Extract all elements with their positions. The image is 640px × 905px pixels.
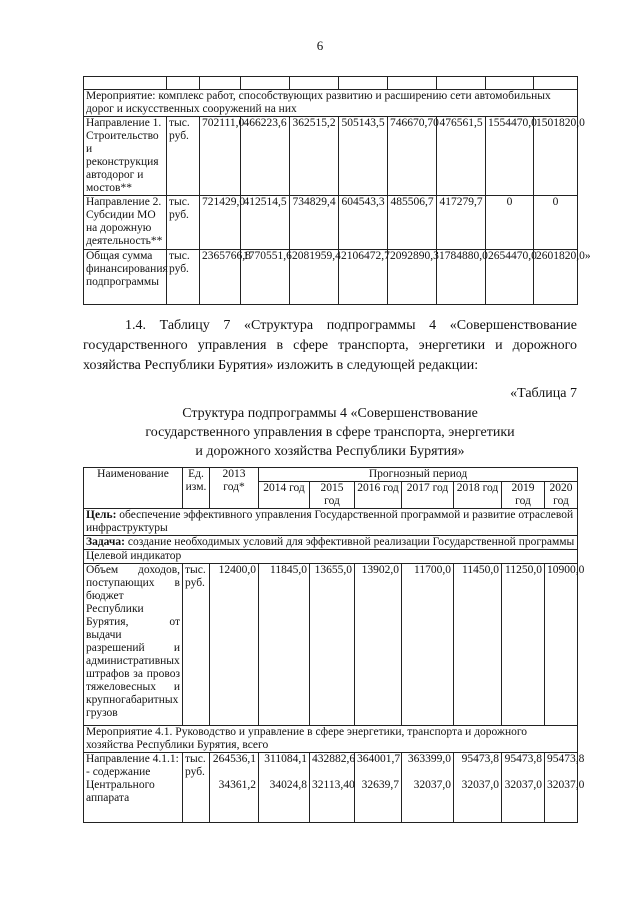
goal-cell bbox=[84, 509, 578, 536]
measure-row bbox=[84, 726, 578, 753]
table-row bbox=[84, 753, 578, 823]
direction-value: 432882,6 bbox=[312, 753, 356, 765]
title-line: государственного управления в сфере транспорта, энергетики bbox=[145, 425, 515, 440]
row-value: 721429,0 bbox=[200, 196, 241, 250]
table-row bbox=[84, 564, 578, 726]
section-row bbox=[84, 90, 578, 117]
row-value: 476561,5 bbox=[437, 117, 486, 196]
direction-value: 32037,0 bbox=[504, 779, 542, 791]
indicator-unit: тыс. руб. bbox=[183, 564, 210, 726]
direction-value: 95473,8 bbox=[504, 753, 542, 765]
row-name: Общая сумма финансирования подпрограммы bbox=[84, 250, 167, 305]
indicator-value: 13655,0 bbox=[310, 564, 355, 726]
row-value: 2365766,8 bbox=[200, 250, 241, 305]
direction-values bbox=[210, 753, 259, 823]
row-value: 2081959,4 bbox=[290, 250, 339, 305]
indicator-header-row bbox=[84, 550, 578, 564]
row-value: 2654470,0 bbox=[486, 250, 534, 305]
indicator-value: 10900,0 bbox=[545, 564, 578, 726]
table-row bbox=[84, 250, 578, 305]
task-label: Задача: bbox=[86, 536, 125, 548]
indicator-name: Объем доходов, поступающих в бюджет Республики Бурятия, от выдачи разрешений и административных штрафов за провоз тяжеловесных и крупногабаритных грузов bbox=[84, 564, 183, 726]
indicator-value: 12400,0 bbox=[210, 564, 259, 726]
row-unit: тыс. руб. bbox=[167, 196, 200, 250]
direction-value: 363399,0 bbox=[407, 753, 451, 765]
row-value: 0 bbox=[534, 196, 578, 250]
header-unit: Ед. изм. bbox=[183, 468, 210, 509]
indicator-value: 13902,0 bbox=[355, 564, 402, 726]
header-name: Наименование bbox=[84, 468, 183, 509]
table-title bbox=[83, 404, 577, 461]
header-year: 2019 год bbox=[502, 482, 545, 509]
table-label: «Таблица 7 bbox=[510, 386, 577, 401]
row-value: 1501820,0 bbox=[534, 117, 578, 196]
title-line: и дорожного хозяйства Республики Бурятия» bbox=[195, 444, 465, 459]
row-value: 417279,7 bbox=[437, 196, 486, 250]
header-year: 2014 год bbox=[259, 482, 310, 509]
row-value: 485506,7 bbox=[388, 196, 437, 250]
title-line: Структура подпрограммы 4 «Совершенствование bbox=[182, 406, 478, 421]
indicator-value: 11250,0 bbox=[502, 564, 545, 726]
row-name: Направление 2. Субсидии МО на дорожную деятельность** bbox=[84, 196, 167, 250]
header-row bbox=[84, 468, 578, 482]
row-value: 746670,70 bbox=[388, 117, 437, 196]
direction-value: 264536,1 bbox=[212, 753, 256, 765]
indicator-value: 11700,0 bbox=[402, 564, 454, 726]
row-value: 1784880,0 bbox=[437, 250, 486, 305]
direction-value: 95473,8 bbox=[461, 753, 499, 765]
goal-label: Цель: bbox=[86, 509, 117, 521]
direction-unit: тыс. руб. bbox=[183, 753, 210, 823]
direction-value: 32639,7 bbox=[361, 779, 399, 791]
goal-row bbox=[84, 509, 578, 536]
financing-table bbox=[83, 76, 591, 305]
direction-values bbox=[355, 753, 402, 823]
direction-name: Направление 4.1.1: - содержание Центрального аппарата bbox=[84, 753, 183, 823]
header-base-year: 2013 год* bbox=[210, 468, 259, 509]
row-value: 1770551,6 bbox=[241, 250, 290, 305]
row-value: 1554470,0 bbox=[486, 117, 534, 196]
direction-value: 34024,8 bbox=[269, 779, 307, 791]
row-value: 2106472,7 bbox=[339, 250, 388, 305]
direction-values bbox=[545, 753, 585, 823]
direction-value: 32037,0 bbox=[461, 779, 499, 791]
header-year: 2015 год bbox=[310, 482, 355, 509]
direction-values bbox=[310, 753, 355, 823]
header-year: 2017 год bbox=[402, 482, 454, 509]
row-value: 412514,5 bbox=[241, 196, 290, 250]
measure-text: Мероприятие 4.1. Руководство и управление в сфере энергетики, транспорта и дорожного хозяйства Республики Бурятия, всего bbox=[84, 726, 578, 753]
structure-table bbox=[83, 467, 585, 823]
row-value: 0 bbox=[486, 196, 534, 250]
direction-values bbox=[454, 753, 502, 823]
direction-value: 311084,1 bbox=[264, 753, 307, 765]
row-unit: тыс. руб. bbox=[167, 250, 200, 305]
table-row bbox=[84, 196, 578, 250]
row-value: 604543,3 bbox=[339, 196, 388, 250]
indicator-value: 11450,0 bbox=[454, 564, 502, 726]
page-number: 6 bbox=[316, 38, 324, 53]
row-value: 466223,6 bbox=[241, 117, 290, 196]
header-year: 2016 год bbox=[355, 482, 402, 509]
task-row bbox=[84, 536, 578, 550]
direction-value: 32037,0 bbox=[413, 779, 451, 791]
body-paragraph bbox=[83, 316, 577, 376]
direction-value: 34361,2 bbox=[218, 779, 256, 791]
table-row bbox=[84, 117, 578, 196]
indicator-header: Целевой индикатор bbox=[84, 550, 578, 564]
row-value: 702111,0 bbox=[200, 117, 241, 196]
header-year: 2020 год bbox=[545, 482, 578, 509]
direction-values bbox=[259, 753, 310, 823]
task-text: создание необходимых условий для эффективной реализации Государственной программы bbox=[125, 536, 575, 548]
direction-values bbox=[502, 753, 545, 823]
table-header-empty-row bbox=[84, 77, 578, 90]
direction-values bbox=[402, 753, 454, 823]
row-value: 2601820,0» bbox=[534, 250, 578, 305]
direction-value: 32037,0 bbox=[547, 779, 585, 791]
paragraph-text: 1.4. Таблицу 7 «Структура подпрограммы 4 «Совершенствование государственного управления в сфере транспорта, энергетики и дорожного хозяйства Республики Бурятия» изложить в следующей редакции: bbox=[83, 318, 577, 373]
goal-text: обеспечение эффективного управления Государственной программой и развитие отраслевой инфраструктуры bbox=[86, 509, 574, 534]
header-forecast: Прогнозный период bbox=[259, 468, 578, 482]
direction-value: 364001,7 bbox=[357, 753, 401, 765]
row-value: 505143,5 bbox=[339, 117, 388, 196]
row-value: 2092890,3 bbox=[388, 250, 437, 305]
direction-value: 32113,40 bbox=[312, 779, 355, 791]
task-cell bbox=[84, 536, 578, 550]
section-row-text: Мероприятие: комплекс работ, способствующих развитию и расширению сети автомобильных дорог и искусственных сооружений на них bbox=[84, 90, 578, 117]
row-value: 734829,4 bbox=[290, 196, 339, 250]
row-name: Направление 1. Строительство и реконструкция автодорог и мостов** bbox=[84, 117, 167, 196]
header-year: 2018 год bbox=[454, 482, 502, 509]
row-unit: тыс. руб. bbox=[167, 117, 200, 196]
direction-value: 95473,8 bbox=[547, 753, 585, 765]
indicator-value: 11845,0 bbox=[259, 564, 310, 726]
row-value: 362515,2 bbox=[290, 117, 339, 196]
